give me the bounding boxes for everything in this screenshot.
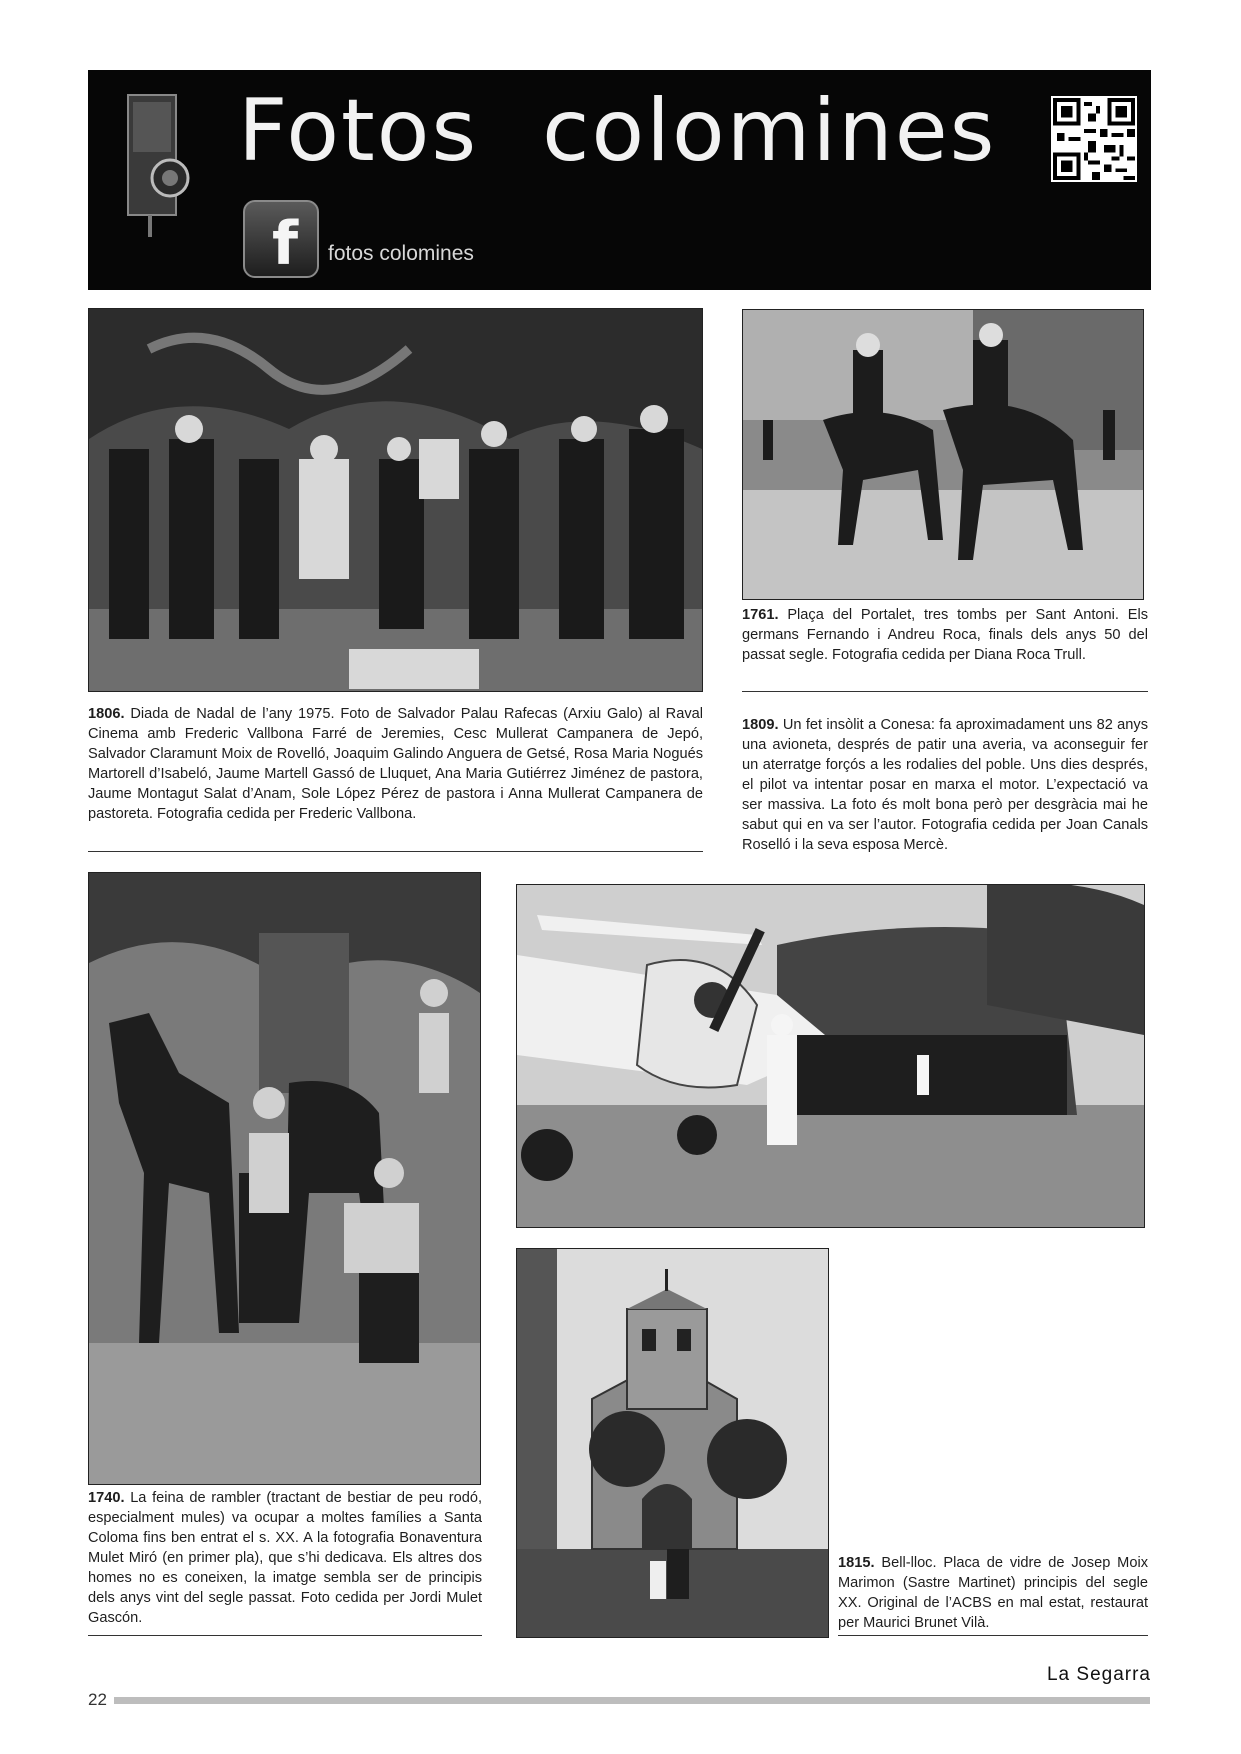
- facebook-icon: [243, 200, 319, 278]
- caption-1740: [88, 1488, 482, 1628]
- caption-1809-text: Un fet insòlit a Conesa: fa aproximadament uns 82 anys una avioneta, després de patir una averia, va aconseguir fer un aterratge forçós a les rodalies del poble. Uns dies després, el pilot va intentar posar en marxa el motor. L’expectació va ser massiva. La foto és molt bona però per desgràcia mai he sabut qui en va ser l’autor. Fotografia cedida per Joan Canals Roselló i la seva esposa Mercè.: [742, 717, 1148, 853]
- caption-1815-rule: [838, 1635, 1148, 1636]
- title-word-2: colomines: [542, 81, 997, 181]
- caption-1740-number: 1740.: [88, 1490, 125, 1506]
- publication-name: La Segarra: [1046, 1664, 1151, 1685]
- caption-1815-text: Bell-lloc. Placa de vidre de Josep Moix Marimon (Sastre Martinet) principis del segle XX. Original de l’ACBS en mal estat, restaurat per Maurici Brunet Vilà.: [838, 1555, 1148, 1631]
- facebook-label: fotos colomines: [328, 242, 474, 265]
- caption-1761-rule: [742, 691, 1148, 692]
- facebook-glyph: f: [271, 209, 299, 279]
- caption-1761-number: 1761.: [742, 607, 779, 623]
- header-banner: [88, 70, 1151, 290]
- caption-1809-number: 1809.: [742, 717, 779, 733]
- photo-1740-mules: [88, 872, 481, 1485]
- caption-1761: [742, 605, 1148, 665]
- caption-1806-rule: [88, 851, 703, 852]
- caption-1806-text: Diada de Nadal de l’any 1975. Foto de Salvador Palau Rafecas (Arxiu Galo) al Raval Cinema amb Frederic Vallbona Farré de Jeremies, Cesc Mullerat Campanera de Jepó, Salvador Claramunt Moix de Rovelló, Joaquim Galindo Anguera de Getsé, Rosa Maria Nogués Martorell d’Isabeló, Jaume Martell Gassó de Lluquet, Ana Maria Gutiérrez Jiménez de pastora, Jaume Montagut Salat d’Anam, Sole López Pérez de pastora i Anna Mullerat Campanera de pastoreta. Fotografia cedida per Frederic Vallbona.: [88, 706, 703, 822]
- caption-1806-number: 1806.: [88, 706, 125, 722]
- title-word-1: Fotos: [238, 81, 479, 181]
- caption-1740-rule: [88, 1635, 482, 1636]
- photo-1761-riders: [742, 309, 1144, 600]
- camera-icon: [118, 90, 198, 240]
- photo-1815-church: [516, 1248, 829, 1638]
- qr-code-icon: [1051, 96, 1137, 182]
- photo-1809-airplane: [516, 884, 1145, 1228]
- page-number: 22: [88, 1690, 107, 1709]
- caption-1740-text: La feina de rambler (tractant de bestiar de peu rodó, especialment mules) va ocupar a moltes famílies a Santa Coloma fins ben entrat el s. XX. A la fotografia Bonaventura Mulet Miró (en primer pla), que s’hi dedicava. Els altres dos homes no es coneixen, la imatge sembla ser de principis dels anys vint del segle passat. Foto cedida per Jordi Mulet Gascón.: [88, 1490, 482, 1626]
- footer-bar: [114, 1697, 1150, 1704]
- photo-1806-theater: [88, 308, 703, 692]
- caption-1815: [838, 1553, 1148, 1633]
- caption-1815-number: 1815.: [838, 1555, 875, 1571]
- caption-1806: [88, 704, 703, 824]
- page-title: [238, 81, 997, 181]
- caption-1761-text: Plaça del Portalet, tres tombs per Sant Antoni. Els germans Fernando i Andreu Roca, finals dels anys 50 del passat segle. Fotografia cedida per Diana Roca Trull.: [742, 607, 1148, 663]
- caption-1809: [742, 715, 1148, 855]
